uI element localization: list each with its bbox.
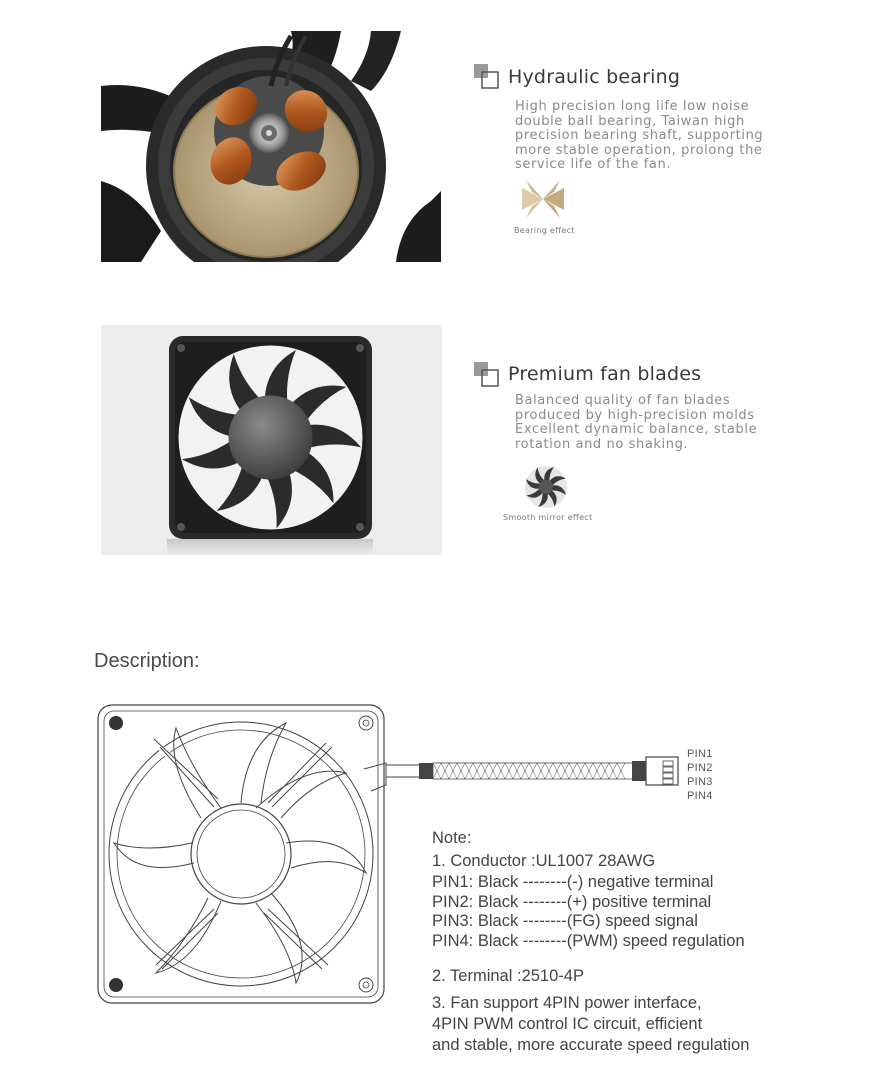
cross-arrows-icon (520, 178, 566, 220)
note-block (432, 829, 749, 1056)
note-title: Note: (432, 829, 472, 847)
section-square-icon (473, 63, 501, 91)
effect-caption: Smooth mirror effect (503, 513, 593, 522)
pin-3-label: PIN3 (687, 776, 713, 788)
note-terminal: 2. Terminal :2510-4P (432, 967, 584, 985)
note-pin-line: PIN2: Black --------(+) positive terminal (432, 892, 712, 911)
swirl-blades-icon (524, 465, 568, 509)
effect-caption: Bearing effect (514, 226, 575, 235)
note-pin-line: PIN1: Black --------(-) negative terminal (432, 873, 714, 891)
feature-description (515, 394, 757, 452)
pin-1-label: PIN1 (687, 748, 713, 760)
feature-title: Hydraulic bearing (508, 66, 681, 88)
pin-4-label: PIN4 (687, 790, 713, 802)
description-line: rotation and no shaking. (515, 436, 689, 452)
motor-bearing-illustration (101, 31, 441, 262)
motor-bearing-photo (101, 31, 441, 262)
feature-description (515, 100, 763, 173)
note-pin-line: PIN4: Black --------(PWM) speed regulation (432, 931, 745, 950)
fan-blades-photo (101, 325, 442, 555)
note-conductor: 1. Conductor :UL1007 28AWG (432, 851, 656, 870)
pin-2-label: PIN2 (687, 762, 713, 774)
description-line: High precision long life low noise (515, 99, 750, 114)
description-line: more stable operation, prolong the (515, 142, 763, 158)
pin-label (687, 747, 713, 803)
description-line: produced by high-precision molds (515, 407, 755, 423)
description-line: precision bearing shaft, supporting (515, 128, 764, 144)
description-heading: Description: (94, 650, 200, 672)
description-line: Balanced quality of fan blades (515, 393, 731, 408)
description-line: double ball bearing, Taiwan high (515, 113, 745, 129)
feature-title: Premium fan blades (508, 363, 702, 385)
description-line: Excellent dynamic balance, stable (515, 422, 758, 438)
note-support-line: and stable, more accurate speed regulation (432, 1035, 750, 1054)
section-square-icon (473, 361, 501, 389)
note-pin-line: PIN3: Black --------(FG) speed signal (432, 912, 698, 930)
note-support-line: 4PIN PWM control IC circuit, efficient (432, 1014, 703, 1033)
description-line: service life of the fan. (515, 157, 672, 173)
note-support-line: 3. Fan support 4PIN power interface, (432, 993, 702, 1012)
fan-illustration (101, 325, 442, 555)
